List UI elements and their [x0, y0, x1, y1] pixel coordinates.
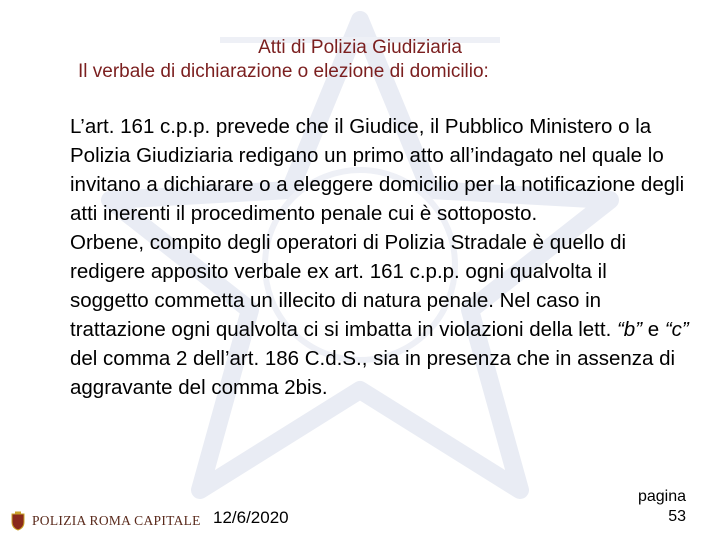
- page-label: pagina: [637, 488, 686, 505]
- slide-title: [0, 36, 720, 84]
- page-number: 53: [668, 508, 686, 525]
- title-line-2: Il verbale di dichiarazione o elezione di domicilio:: [78, 61, 489, 82]
- title-line-1: Atti di Polizia Giudiziaria: [258, 37, 462, 58]
- paragraph-2: Orbene, compito degli operatori di Polizia Stradale è quello di redigere apposito verbale ex art. 161 c.p.p. ogni qualvolta il soggetto commetta un illecito di natura penale. Nel caso in trattazione ogni qualvolta ci si imbatta in violazioni della lett. “b” e “c” del comma 2 dell’art. 186 C.d.S., sia in presenza che in assenza di aggravante del comma 2bis.: [70, 231, 689, 399]
- crest-icon: [10, 511, 26, 531]
- paragraph-1: L’art. 161 c.p.p. prevede che il Giudice, il Pubblico Ministero o la Polizia Giudiziaria redigano un primo atto all’indagato nel quale lo invitano a dichiarare o a eleggere domicilio per la notificazione degli atti inerenti il procedimento penale cui è sottoposto.: [70, 115, 685, 225]
- footer-date: 12/6/2020: [213, 508, 289, 527]
- slide-body: [70, 112, 690, 402]
- footer-logo: [10, 510, 201, 532]
- logo-text: POLIZIA ROMA CAPITALE: [32, 513, 201, 528]
